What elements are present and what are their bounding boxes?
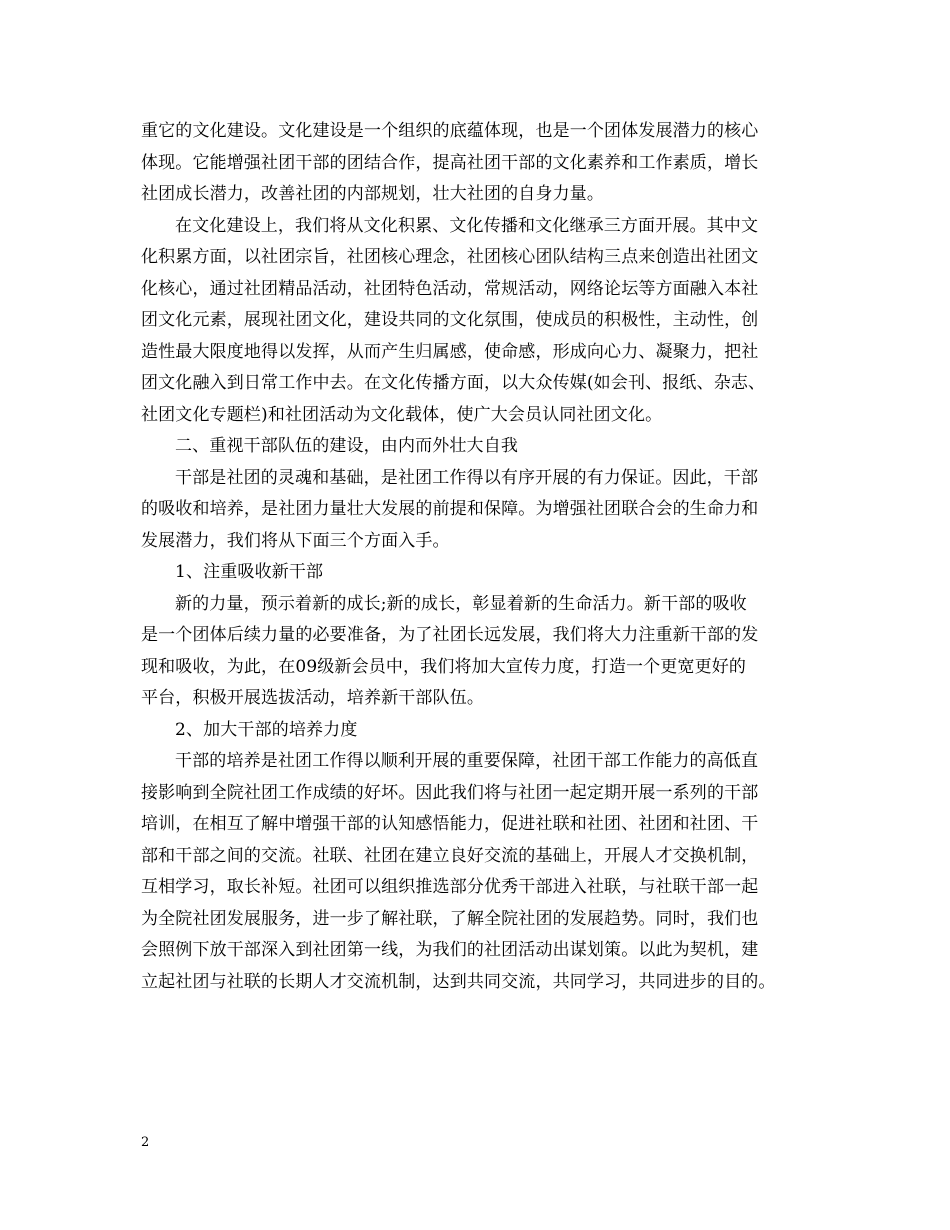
page-number: 2 (141, 1135, 150, 1150)
text-line: 互相学习，取长补短。社团可以组织推选部分优秀干部进入社联，与社联干部一起 (141, 877, 759, 897)
subsection-heading: 1、注重吸收新干部 (175, 562, 324, 582)
text-line: 发展潜力，我们将从下面三个方面入手。 (141, 530, 450, 551)
paragraph-start-line: 在文化建设上，我们将从文化积累、文化传播和文化继承三方面开展。其中文 (175, 215, 759, 236)
text-line: 化积累方面，以社团宗旨，社团核心理念，社团核心团队结构三点来创造出社团文 (141, 247, 759, 267)
text-line: 化核心，通过社团精品活动，社团特色活动，常规活动，网络论坛等方面融入本社 (141, 278, 759, 299)
text-line: 接影响到全院社团工作成绩的好坏。因此我们将与社团一起定期开展一系列的干部 (141, 782, 759, 803)
text-line: 部和干部之间的交流。社联、社团在建立良好交流的基础上，开展人才交换机制， (141, 845, 759, 866)
text-line: 会照例下放干部深入到社团第一线，为我们的社团活动出谋划策。以此为契机，建 (141, 940, 759, 960)
text-line: 的吸收和培养，是社团力量壮大发展的前提和保障。为增强社团联合会的生命力和 (141, 499, 759, 519)
text-line: 社团文化专题栏)和社团活动为文化载体，使广大会员认同社团文化。 (141, 404, 663, 425)
text-line: 社团成长潜力，改善社团的内部规划，壮大社团的自身力量。 (141, 184, 605, 204)
text-line: 立起社团与社联的长期人才交流机制，达到共同交流，共同学习，共同进步的目的。 (141, 971, 776, 992)
text-line: 体现。它能增强社团干部的团结合作，提高社团干部的文化素养和工作素质，增长 (141, 152, 759, 173)
text-line: 为全院社团发展服务，进一步了解社联，了解全院社团的发展趋势。同时，我们也 (141, 908, 759, 929)
text-line: 团文化融入到日常工作中去。在文化传播方面，以大众传媒(如会刊、报纸、杂志、 (141, 373, 766, 393)
text-line: 现和吸收，为此，在09级新会员中，我们将加大宣传力度，打造一个更宽更好的 (141, 656, 747, 677)
paragraph-start-line: 干部是社团的灵魂和基础，是社团工作得以有序开展的有力保证。因此，干部 (175, 467, 759, 488)
text-line: 平台，积极开展选拔活动，培养新干部队伍。 (141, 688, 484, 708)
text-line: 重它的文化建设。文化建设是一个组织的底蕴体现，也是一个团体发展潜力的核心 (141, 121, 759, 141)
text-line: 造性最大限度地得以发挥，从而产生归属感，使命感，形成向心力、凝聚力，把社 (141, 341, 759, 362)
text-line: 团文化元素，展现社团文化，建设共同的文化氛围，使成员的积极性，主动性，创 (141, 310, 759, 330)
paragraph-start-line: 新的力量，预示着新的成长;新的成长，彰显着新的生命活力。新干部的吸收 (175, 593, 747, 614)
paragraph-start-line: 干部的培养是社团工作得以顺利开展的重要保障，社团干部工作能力的高低直 (175, 751, 759, 771)
text-line: 是一个团体后续力量的必要准备，为了社团长远发展，我们将大力注重新干部的发 (141, 625, 759, 645)
subsection-heading: 2、加大干部的培养力度 (175, 719, 358, 740)
text-line: 培训，在相互了解中增强干部的认知感悟能力，促进社联和社团、社团和社团、干 (141, 814, 759, 834)
section-heading: 二、重视干部队伍的建设，由内而外壮大自我 (175, 436, 518, 456)
body-text (141, 116, 831, 998)
